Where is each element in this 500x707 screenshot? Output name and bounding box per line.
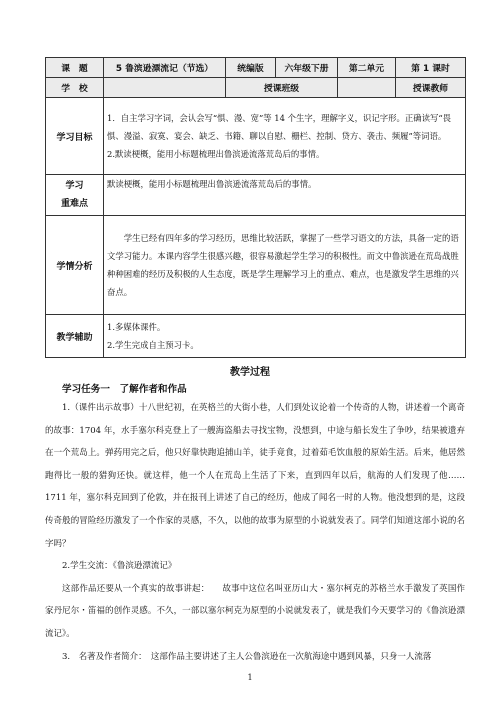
aid-item: 1.多媒体课件。 bbox=[107, 322, 166, 332]
intro-paragraph: 3. 名著及作者简介： 这部作品主要讲述了主人公鲁滨逊在一次航海途中遇到风暴，只身一人流落 bbox=[62, 651, 432, 662]
school-value bbox=[104, 78, 226, 98]
header-row-2 bbox=[46, 78, 466, 98]
goal-item: 2.默读梗概，能用小标题梳理出鲁滨逊流落荒岛后的事情。 bbox=[107, 149, 325, 159]
task1-title: 学习任务一 了解作者和作品 bbox=[62, 384, 187, 395]
goals-label: 学习目标 bbox=[46, 98, 104, 175]
analysis-label: 学情分析 bbox=[46, 216, 104, 315]
period: 第 1 课时 bbox=[396, 58, 466, 78]
aids-row bbox=[46, 315, 466, 358]
aid-item: 2.学生完成自主预习卡。 bbox=[107, 340, 199, 350]
focus-label-line: 学习 bbox=[65, 181, 84, 191]
process-title: 教学过程 bbox=[230, 367, 270, 378]
teacher-label: 授课教师 bbox=[396, 78, 466, 98]
analysis-text: 学生已经有四年多的学习经历，思维比较活跃，掌握了一些学习语文的方法，具备一定的语文学习能力。本课内容学生很感兴趣，很容易激起学生学习的积极性。而文中鲁滨逊在荒岛战胜种种困难的经历及积极的人生态度，既是学生理解学习上的重点、难点，也是激发学生思维的兴奋点。 bbox=[107, 233, 459, 297]
process-body bbox=[45, 397, 465, 668]
focus-content: 默读梗概，能用小标题梳理出鲁滨逊流落荒岛后的事情。 bbox=[104, 175, 466, 216]
class-value bbox=[338, 78, 396, 98]
course-title: 5 鲁滨逊漂流记（节选） bbox=[104, 58, 226, 78]
goal-item: 1．自主学习字词，会认会写“惧、漫、宽”等 14 个生字，理解字义，识记字形。正确读写“畏惧、漫溢、寂寞、宴会、缺乏、书籍、聊以自慰、栅栏、控制、贷方、袭击、频履”等词语。 bbox=[107, 113, 452, 141]
goals-row bbox=[46, 98, 466, 175]
story-paragraph: 1.（课件出示故事）十八世纪初，在英格兰的大街小巷，人们到处议论着一个传奇的人物，讲述着一个离奇的故事：1704 年，水手塞尔科克登上了一艘海盗船去寻找宝物，没想到，中途与船长发生了争吵，结果被遗弃在一个荒岛上。弹药用完之后，他只好靠快跑追捕山羊，徒手竟食，过着茹毛饮血般的原始生活。后来，他居然跑得比一般的猎狗还快。就这样，他一个人在荒岛上生活了下来，直到四年以后，航海的人们发现了他……1711 年，塞尔科克回到了伦敦，并在报刊上讲述了自己的经历，他成了闻名一时的人物。他没想到的是，这段传奇般的冒险经历激发了一个作家的灵感，不久，以他的故事为原型的小说就发表了。同学们知道这部小说的名字吗？ bbox=[45, 403, 465, 549]
aids-label: 教学辅助 bbox=[46, 315, 104, 358]
analysis-content bbox=[104, 216, 466, 315]
analysis-row bbox=[46, 216, 466, 315]
focus-row bbox=[46, 175, 466, 216]
aids-content bbox=[104, 315, 466, 358]
focus-label-line: 重难点 bbox=[60, 199, 88, 209]
header-row-1 bbox=[46, 58, 466, 78]
lesson-plan-table bbox=[45, 57, 466, 358]
origin-paragraph: 这部作品还要从一个真实的故事讲起： 故事中这位名叫亚历山大・塞尔柯克的苏格兰水手激发了英国作家丹尼尔・笛福的创作灵感。不久，一部以塞尔柯克为原型的小说就发表了，就是我们今天要学习的《鲁滨逊漂流记》。 bbox=[45, 583, 465, 639]
exchange-paragraph: 2.学生交流：《鲁滨逊漂流记》 bbox=[62, 561, 177, 572]
class-label: 授课班级 bbox=[226, 78, 338, 98]
grade: 六年级下册 bbox=[276, 58, 338, 78]
focus-label bbox=[46, 175, 104, 216]
unit: 第二单元 bbox=[338, 58, 396, 78]
school-label: 学 校 bbox=[46, 78, 104, 98]
goals-content bbox=[104, 98, 466, 175]
edition: 统编版 bbox=[226, 58, 276, 78]
course-label: 课 题 bbox=[46, 58, 104, 78]
page-number: 1 bbox=[247, 673, 253, 682]
